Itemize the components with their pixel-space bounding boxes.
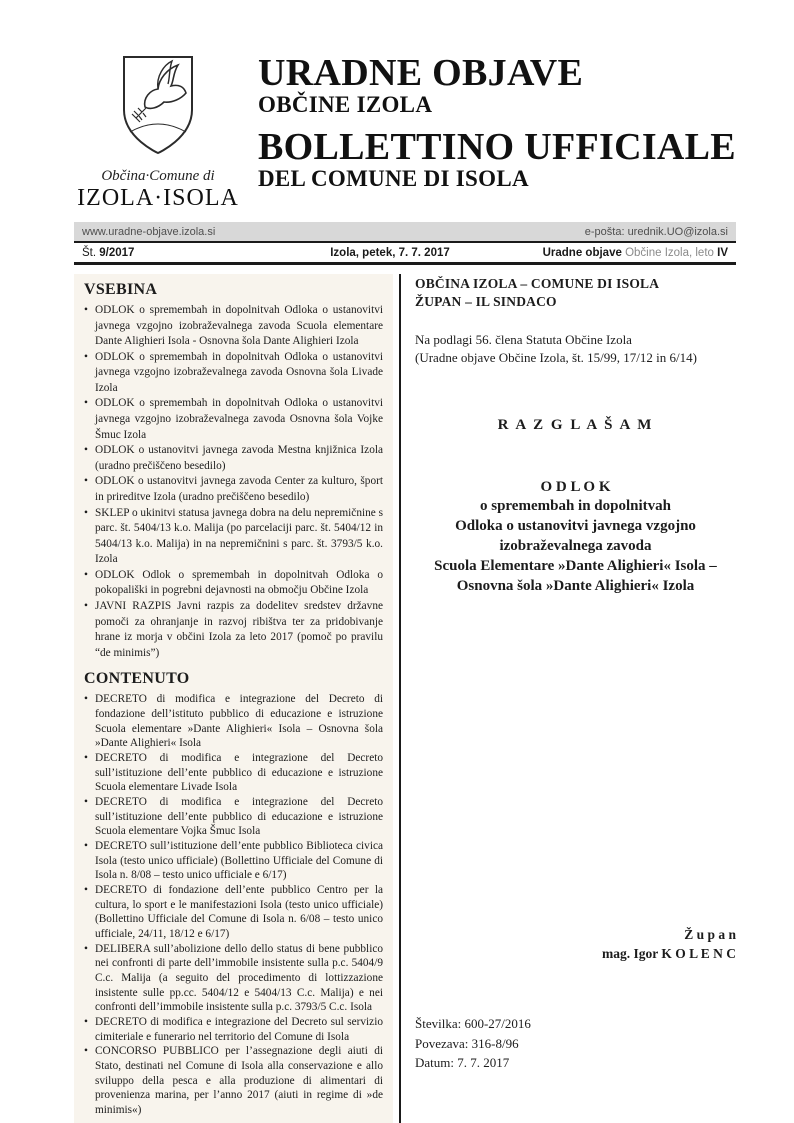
toc-list-italian	[84, 692, 383, 1117]
toc-item-text: ODLOK o spremembah in dopolnitvah Odloka o ustanovitvi javnega vzgojno izobraževalnega zavoda Scuola elementare Dante Alighieri Isola - Osnovna šola Dante Alighieri Izola	[95, 304, 383, 348]
coat-of-arms-icon	[112, 52, 204, 160]
decree-title-line6: Osnovna šola »Dante Alighieri« Izola	[456, 577, 695, 594]
toc-item	[84, 443, 383, 474]
title-italian-line1: BOLLETTINO UFFICIALE	[258, 125, 736, 168]
title-slovenian-line2: OBČINE IZOLA	[258, 91, 433, 117]
toc-item-text: DELIBERA sull’abolizione dello dello status di bene pubblico nei confronti di parte dell’immobile insistente sulla p.c. 5404/9 C.c. Malija (a seguito del procedimento di lottizzazione insistente sulle pp.cc. 5404/12 e 5404/13 C.c. Malija) e nei confronti dell’immobile insistente sulla p.c. 3793/5 C.c. Isola	[95, 942, 383, 1014]
legal-basis-line2: (Uradne objave Občine Izola, št. 15/99, 17/12 in 6/14)	[415, 349, 697, 365]
bullet-icon: •	[84, 1045, 88, 1058]
reference-date: Datum: 7. 7. 2017	[415, 1055, 510, 1071]
decree-title-line3: Odloka o ustanovitvi javnega vzgojno	[455, 518, 696, 535]
toc-item-text: DECRETO di modifica e integrazione del Decreto di fondazione dell’istituto pubblico di educazione e istruzione Scuola elementare »Dante Alighieri« Isola – Osnovna šola »Dante Alighieri« Isola	[95, 693, 383, 750]
legal-basis-line1: Na podlagi 56. člena Statuta Občine Izola	[415, 332, 632, 348]
contact-bar	[74, 222, 736, 243]
toc-item-text: DECRETO sull’istituzione dell’ente pubblico Biblioteca civica Isola (testo unico ufficiale) (Bollettino Ufficiale del Comune di Isola n. 8/08 – testo unico ufficiale e 6/17)	[95, 840, 383, 882]
toc-item-text: ODLOK o ustanovitvi javnega zavoda Center za kulturo, šport in prireditve Izola (uradno prečiščeno besedilo)	[95, 475, 383, 503]
toc-list-slovenian	[84, 303, 383, 661]
title-slovenian-line1: URADNE OBJAVE	[258, 52, 584, 94]
masthead-titles	[258, 52, 736, 202]
decree-title-line2: o spremembah in dopolnitvah	[479, 498, 671, 515]
toc-title-italian: CONTENUTO	[84, 670, 190, 688]
decree-title	[415, 478, 736, 597]
bullet-icon: •	[84, 693, 88, 706]
website-url: www.uradne-objave.izola.si	[82, 225, 216, 238]
title-italian-line2: DEL COMUNE DI ISOLA	[258, 165, 529, 191]
logo-caption-bilingual: Občina·Comune di	[101, 168, 215, 184]
toc-item	[84, 795, 383, 839]
toc-item-text: ODLOK Odlok o spremembah in dopolnitvah Odloka o pokopališki in pogrebni dejavnosti na območju Občine Izola	[95, 568, 383, 597]
issue-meta-row	[74, 243, 736, 265]
toc-item-text: DECRETO di modifica e integrazione del Decreto sul servizio cimiteriale e funerario nel territorio del Comune di Isola	[95, 1016, 383, 1043]
toc-item	[84, 506, 383, 568]
bullet-icon: •	[84, 599, 88, 612]
toc-item	[84, 1015, 383, 1044]
article-column	[401, 274, 736, 1123]
toc-item-text: DECRETO di modifica e integrazione del Decreto sull’istituzione dell’ente pubblico di educazione e istruzione Scuola elementare Vojka Šmuc Isola	[95, 796, 383, 838]
edition-info: Uradne objave Občine Izola, leto IV	[542, 246, 728, 259]
issue-date: Izola, petek, 7. 7. 2017	[330, 246, 450, 259]
toc-item	[84, 568, 383, 599]
bullet-icon: •	[84, 350, 88, 363]
bullet-icon: •	[84, 397, 88, 410]
toc-item-text: SKLEP o ukinitvi statusa javnega dobra na delu nepremičnine s parc. št. 5404/13 k.o. Malija (po parcelaciji parc. št. 5404/12 in 5404/13 k.o. Malija) in na nepremičnini s parc. št. 3793/5 k.o. Izola	[95, 506, 383, 566]
toc-item	[84, 942, 383, 1015]
issue-number: Št. 9/2017	[82, 246, 135, 259]
authority-line2: ŽUPAN – IL SINDACO	[415, 294, 557, 310]
bullet-icon: •	[84, 751, 88, 764]
bullet-icon: •	[84, 568, 88, 581]
issuing-authority	[415, 275, 736, 311]
toc-item	[84, 474, 383, 505]
masthead	[74, 52, 736, 212]
toc-item-text: ODLOK o spremembah in dopolnitvah Odloka o ustanovitvi javnega vzgojno izobraževalnega zavoda Osnovna šola Vojke Šmuc Izola	[95, 397, 383, 441]
decree-title-line5: Scuola Elementare »Dante Alighieri« Isola –	[434, 557, 717, 574]
toc-item-text: ODLOK o ustanovitvi javnega zavoda Mestna knjižnica Izola (uradno prečiščeno besedilo)	[95, 444, 383, 472]
bullet-icon: •	[84, 304, 88, 316]
toc-item	[84, 1044, 383, 1117]
decree-title-line4: izobraževalnega zavoda	[499, 537, 652, 554]
logo-caption-city: IZOLA·ISOLA	[77, 185, 239, 211]
toc-item	[84, 839, 383, 883]
toc-title-slovenian: VSEBINA	[84, 281, 158, 298]
content-columns	[74, 274, 736, 1123]
toc-item	[84, 883, 383, 942]
legal-basis	[415, 331, 736, 366]
reference-link: Povezava: 316-8/96	[415, 1035, 519, 1051]
proclamation-heading: R A Z G L A Š A M	[497, 416, 654, 433]
toc-item	[84, 396, 383, 443]
signature-role: Ž u p a n	[684, 927, 736, 943]
toc-item-text: CONCORSO PUBBLICO per l’assegnazione degli aiuti di Stato, destinati nel Comune di Isola alla conservazione e allo sviluppo della pesca e alla produzione di alimentari di provenienza marina, per l’anno 2017 (aiuti in regime di »de minimis«)	[95, 1045, 383, 1117]
decree-title-line1: O D L O K	[540, 478, 611, 495]
bullet-icon: •	[84, 506, 88, 519]
bullet-icon: •	[84, 475, 88, 488]
bullet-icon: •	[84, 942, 88, 955]
toc-item-text: DECRETO di modifica e integrazione del Decreto sull’istituzione dell’ente pubblico di educazione e istruzione Scuola elementare Livade Isola	[95, 751, 383, 794]
toc-item	[84, 303, 383, 350]
signature-block	[415, 926, 736, 964]
toc-item	[84, 350, 383, 397]
bullet-icon: •	[84, 1016, 88, 1029]
toc-item	[84, 599, 383, 661]
bullet-icon: •	[84, 796, 88, 808]
toc-item-text: JAVNI RAZPIS Javni razpis za dodelitev sredstev državne pomoči za ohranjanje in razvoj ribištva ter za pridobivanje hrane iz morja v občini Izola za leto 2017 (pomoč po pravilu “de minimis”)	[95, 599, 383, 659]
bullet-icon: •	[84, 884, 88, 897]
editor-email: e-pošta: urednik.UO@izola.si	[584, 225, 728, 238]
reference-number: Številka: 600-27/2016	[415, 1016, 531, 1032]
toc-item	[84, 751, 383, 795]
toc-item-text: DECRETO di fondazione dell’ente pubblico Centro per la cultura, lo sport e le manifestazioni Isola (testo unico ufficiale) (Bollettino Ufficiale del Comune di Isola n. 6/08 – testo unico ufficiale, 24/11, 18/12 e 6/17)	[95, 884, 383, 941]
bullet-icon: •	[84, 444, 88, 457]
authority-line1: OBČINA IZOLA – COMUNE DI ISOLA	[415, 276, 660, 291]
table-of-contents	[74, 274, 393, 1123]
toc-item	[84, 692, 383, 751]
bullet-icon: •	[84, 840, 88, 853]
signature-name: mag. Igor K O L E N C	[601, 946, 736, 962]
toc-item-text: ODLOK o spremembah in dopolnitvah Odloka o ustanovitvi javnega vzgojno izobraževalnega zavoda Osnovna šola Livade Izola	[95, 350, 383, 394]
document-references	[415, 1014, 736, 1073]
municipality-logo	[74, 52, 242, 212]
